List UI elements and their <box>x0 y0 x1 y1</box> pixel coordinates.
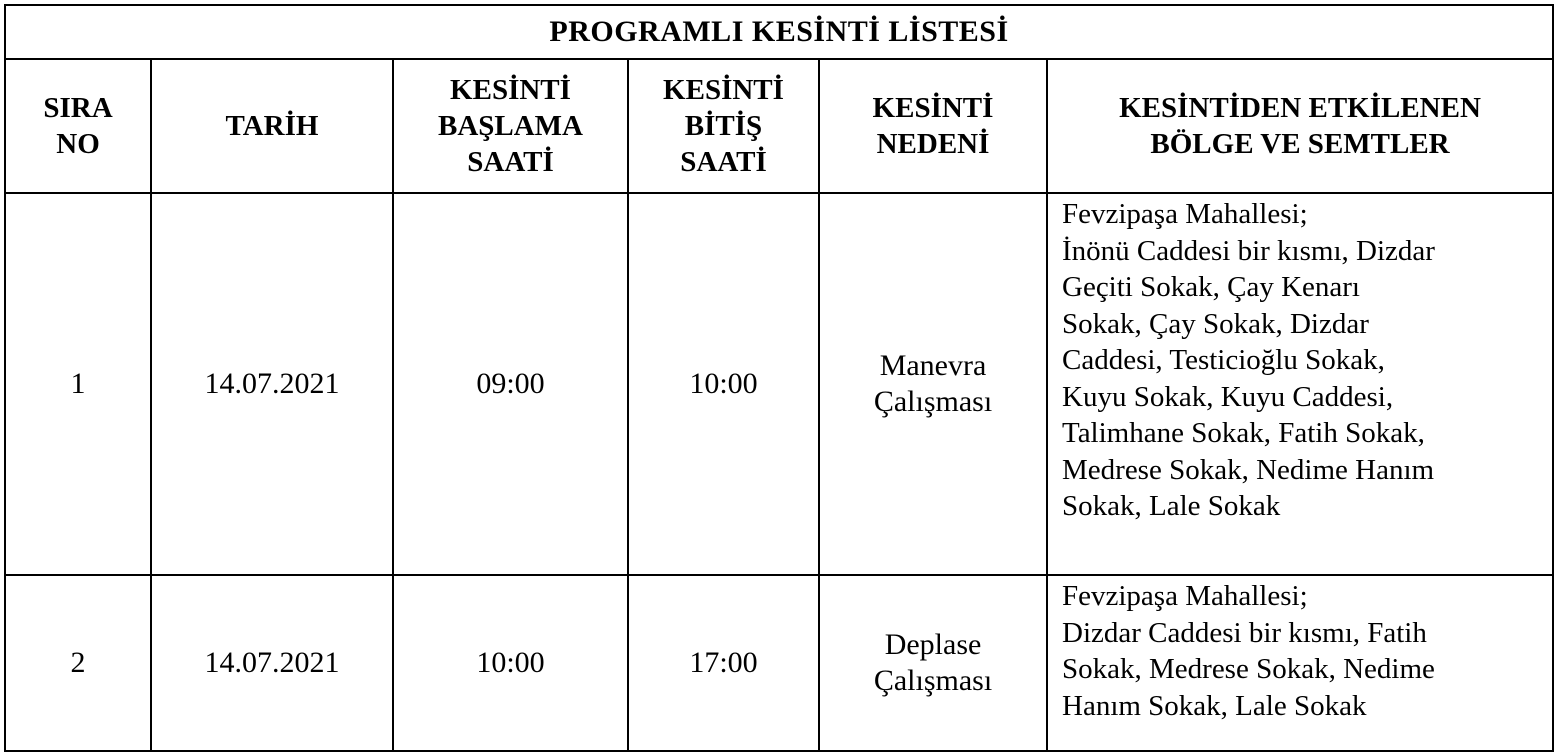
reason-line: Çalışması <box>873 385 993 418</box>
row-end-time: 17:00 <box>628 575 819 751</box>
header-affected-regions <box>1047 59 1553 193</box>
reason-line: Çalışması <box>873 664 993 697</box>
header-line: NEDENİ <box>876 128 990 160</box>
region-line: Sokak, Medrese Sokak, Nedime <box>1062 653 1435 685</box>
header-line: KESİNTİ <box>450 74 571 106</box>
header-end-time <box>628 59 819 193</box>
header-reason <box>819 59 1047 193</box>
header-tarih <box>151 59 393 193</box>
row-number: 2 <box>5 575 151 751</box>
row-regions <box>1047 575 1553 751</box>
row-date: 14.07.2021 <box>151 193 393 575</box>
region-line: Medrese Sokak, Nedime Hanım <box>1062 453 1435 486</box>
header-line: KESİNTİ <box>663 74 784 106</box>
region-line: Hanım Sokak, Lale Sokak <box>1062 689 1367 722</box>
row-date: 14.07.2021 <box>151 575 393 751</box>
outage-table <box>4 4 1554 752</box>
region-line: Sokak, Lale Sokak <box>1062 490 1281 522</box>
row-start-time: 09:00 <box>393 193 628 575</box>
header-start-time <box>393 59 628 193</box>
region-line: Sokak, Çay Sokak, Dizdar <box>1062 307 1369 340</box>
header-row <box>5 59 1553 193</box>
reason-line: Deplase <box>884 628 982 661</box>
region-line: Caddesi, Testicioğlu Sokak, <box>1062 344 1385 376</box>
row-number: 1 <box>5 193 151 575</box>
outage-document <box>4 4 1552 749</box>
region-line: Fevzipaşa Mahallesi; <box>1062 198 1308 230</box>
row-reason <box>819 193 1047 575</box>
title-row <box>5 5 1553 59</box>
header-line: SAATİ <box>467 146 554 178</box>
header-line: BAŞLAMA <box>437 110 583 142</box>
region-line: Kuyu Sokak, Kuyu Caddesi, <box>1062 380 1394 413</box>
region-line: Talimhane Sokak, Fatih Sokak, <box>1062 417 1425 449</box>
row-regions <box>1047 193 1553 575</box>
header-sira-no <box>5 59 151 193</box>
table-title: PROGRAMLI KESİNTİ LİSTESİ <box>5 5 1553 59</box>
reason-line: Manevra <box>879 349 987 382</box>
header-line: KESİNTİDEN ETKİLENEN <box>1119 92 1481 124</box>
header-line: TARİH <box>225 110 319 142</box>
row-reason <box>819 575 1047 751</box>
table-row <box>5 193 1553 575</box>
header-line: NO <box>56 128 100 160</box>
region-line: İnönü Caddesi bir kısmı, Dizdar <box>1062 234 1435 267</box>
header-line: BÖLGE VE SEMTLER <box>1150 128 1450 160</box>
header-line: SAATİ <box>680 146 767 178</box>
region-line: Dizdar Caddesi bir kısmı, Fatih <box>1062 616 1427 649</box>
row-end-time: 10:00 <box>628 193 819 575</box>
region-line: Fevzipaşa Mahallesi; <box>1062 580 1308 612</box>
row-start-time: 10:00 <box>393 575 628 751</box>
header-line: BİTİŞ <box>684 110 763 142</box>
header-line: KESİNTİ <box>872 92 994 124</box>
table-row <box>5 575 1553 751</box>
region-line: Geçiti Sokak, Çay Kenarı <box>1062 271 1360 303</box>
header-line: SIRA <box>43 92 113 124</box>
